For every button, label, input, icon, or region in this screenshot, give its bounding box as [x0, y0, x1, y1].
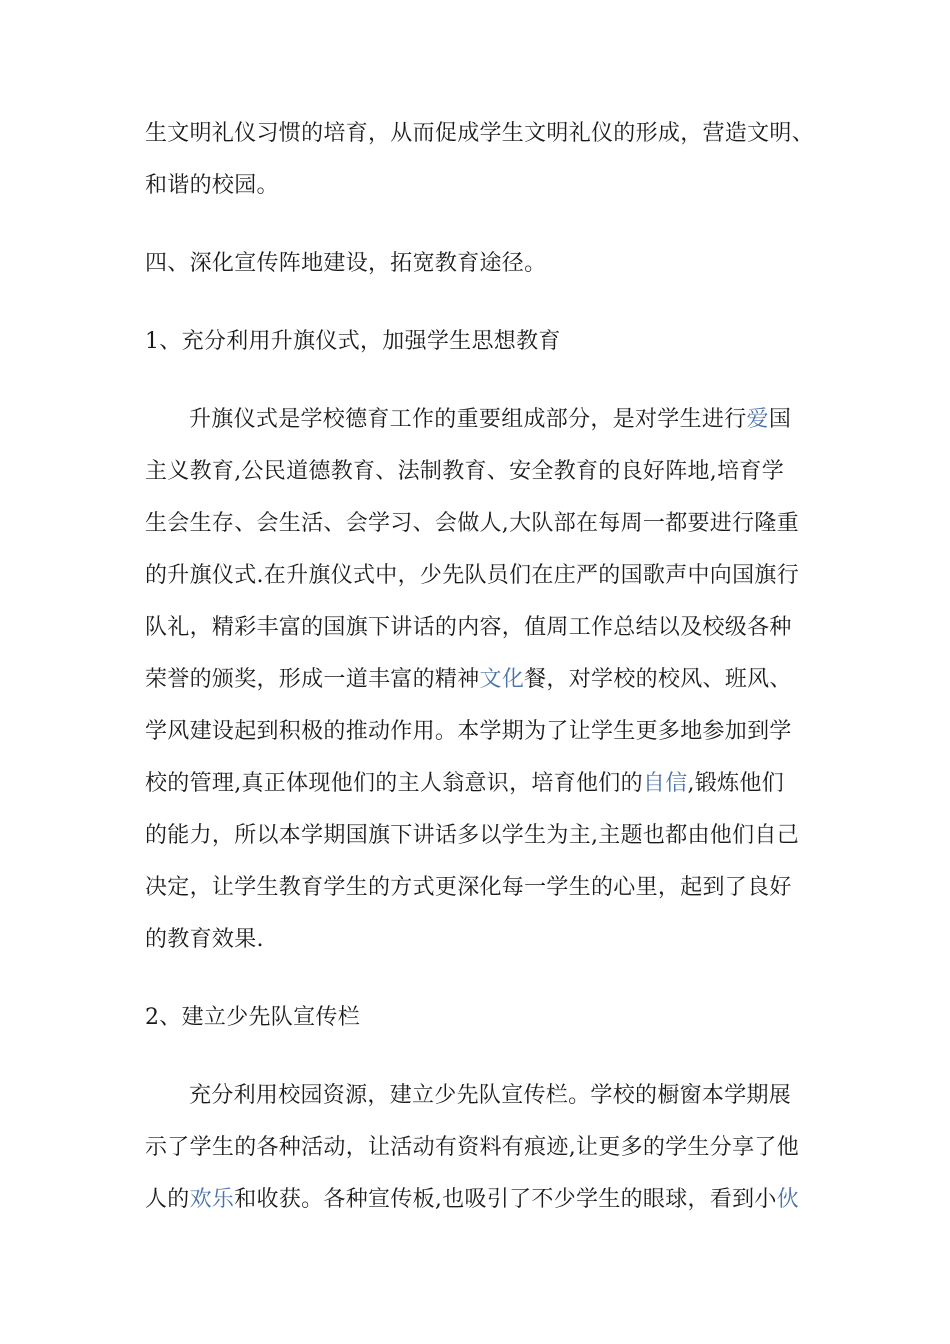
- para-1-text: 国: [768, 407, 792, 432]
- item-1-heading: 1、充分利用升旗仪式，加强学生思想教育: [145, 329, 561, 354]
- paragraph-gap: [145, 966, 810, 992]
- keyword-link[interactable]: 文化: [479, 667, 525, 692]
- para-1-line-3: 生会生存、会生活、会学习、会做人,大队部在每周一都要进行隆重: [145, 511, 799, 536]
- para-2-line-3: [145, 1174, 810, 1226]
- paragraph-gap: [145, 212, 810, 238]
- para-1-line-7: 学风建设起到积极的推动作用。本学期为了让学生更多地参加到学: [145, 719, 792, 744]
- para-1-line-2: 主义教育,公民道德教育、法制教育、安全教育的良好阵地,培育学: [145, 459, 784, 484]
- keyword-link[interactable]: 伙: [776, 1187, 800, 1212]
- para-1-line-4: 的升旗仪式.在升旗仪式中，少先队员们在庄严的国歌声中向国旗行: [145, 563, 799, 588]
- para-2-text: 人的: [145, 1187, 190, 1212]
- para-1-text: 校的管理,真正体现他们的主人翁意识，培育他们的: [145, 771, 643, 796]
- para-1-text: 餐，对学校的校风、班风、: [524, 667, 792, 692]
- para-2-line-1: 充分利用校园资源，建立少先队宣传栏。学校的橱窗本学期展: [189, 1083, 792, 1108]
- item-2-heading: 2、建立少先队宣传栏: [145, 1005, 360, 1030]
- para-1-line-10: 决定，让学生教育学生的方式更深化每一学生的心里，起到了良好: [145, 875, 792, 900]
- keyword-link[interactable]: 自信: [642, 771, 688, 796]
- para-2-line-2: 示了学生的各种活动，让活动有资料有痕迹,让更多的学生分享了他: [145, 1135, 799, 1160]
- intro-line-1: 生文明礼仪习惯的培育，从而促成学生文明礼仪的形成，营造文明、: [145, 121, 815, 146]
- para-1-line-9: 的能力，所以本学期国旗下讲话多以学生为主,主题也都由他们自己: [145, 823, 799, 848]
- para-1-text: 升旗仪式是学校德育工作的重要组成部分，是对学生进行: [189, 407, 747, 432]
- document-page: [145, 108, 815, 1226]
- para-1-text: ,锻炼他们: [687, 771, 785, 796]
- keyword-link[interactable]: 爱: [746, 407, 769, 432]
- intro-line-2: 和谐的校园。: [145, 173, 279, 198]
- para-1-text: 荣誉的颁奖，形成一道丰富的精神: [145, 667, 480, 692]
- para-1-line-8: [145, 758, 810, 810]
- para-2-text: 和收获。各种宣传板,也吸引了不少学生的眼球，看到小: [234, 1187, 777, 1212]
- para-1-line-11: 的教育效果.: [145, 927, 264, 952]
- para-1-line-1: [145, 394, 810, 446]
- keyword-link[interactable]: 欢乐: [189, 1187, 235, 1212]
- paragraph-gap: [145, 368, 810, 394]
- para-1-line-5: 队礼，精彩丰富的国旗下讲话的内容，值周工作总结以及校级各种: [145, 615, 792, 640]
- paragraph-gap: [145, 1044, 810, 1070]
- para-1-line-6: [145, 654, 810, 706]
- section-4-heading: 四、深化宣传阵地建设，拓宽教育途径。: [145, 251, 547, 276]
- paragraph-gap: [145, 290, 810, 316]
